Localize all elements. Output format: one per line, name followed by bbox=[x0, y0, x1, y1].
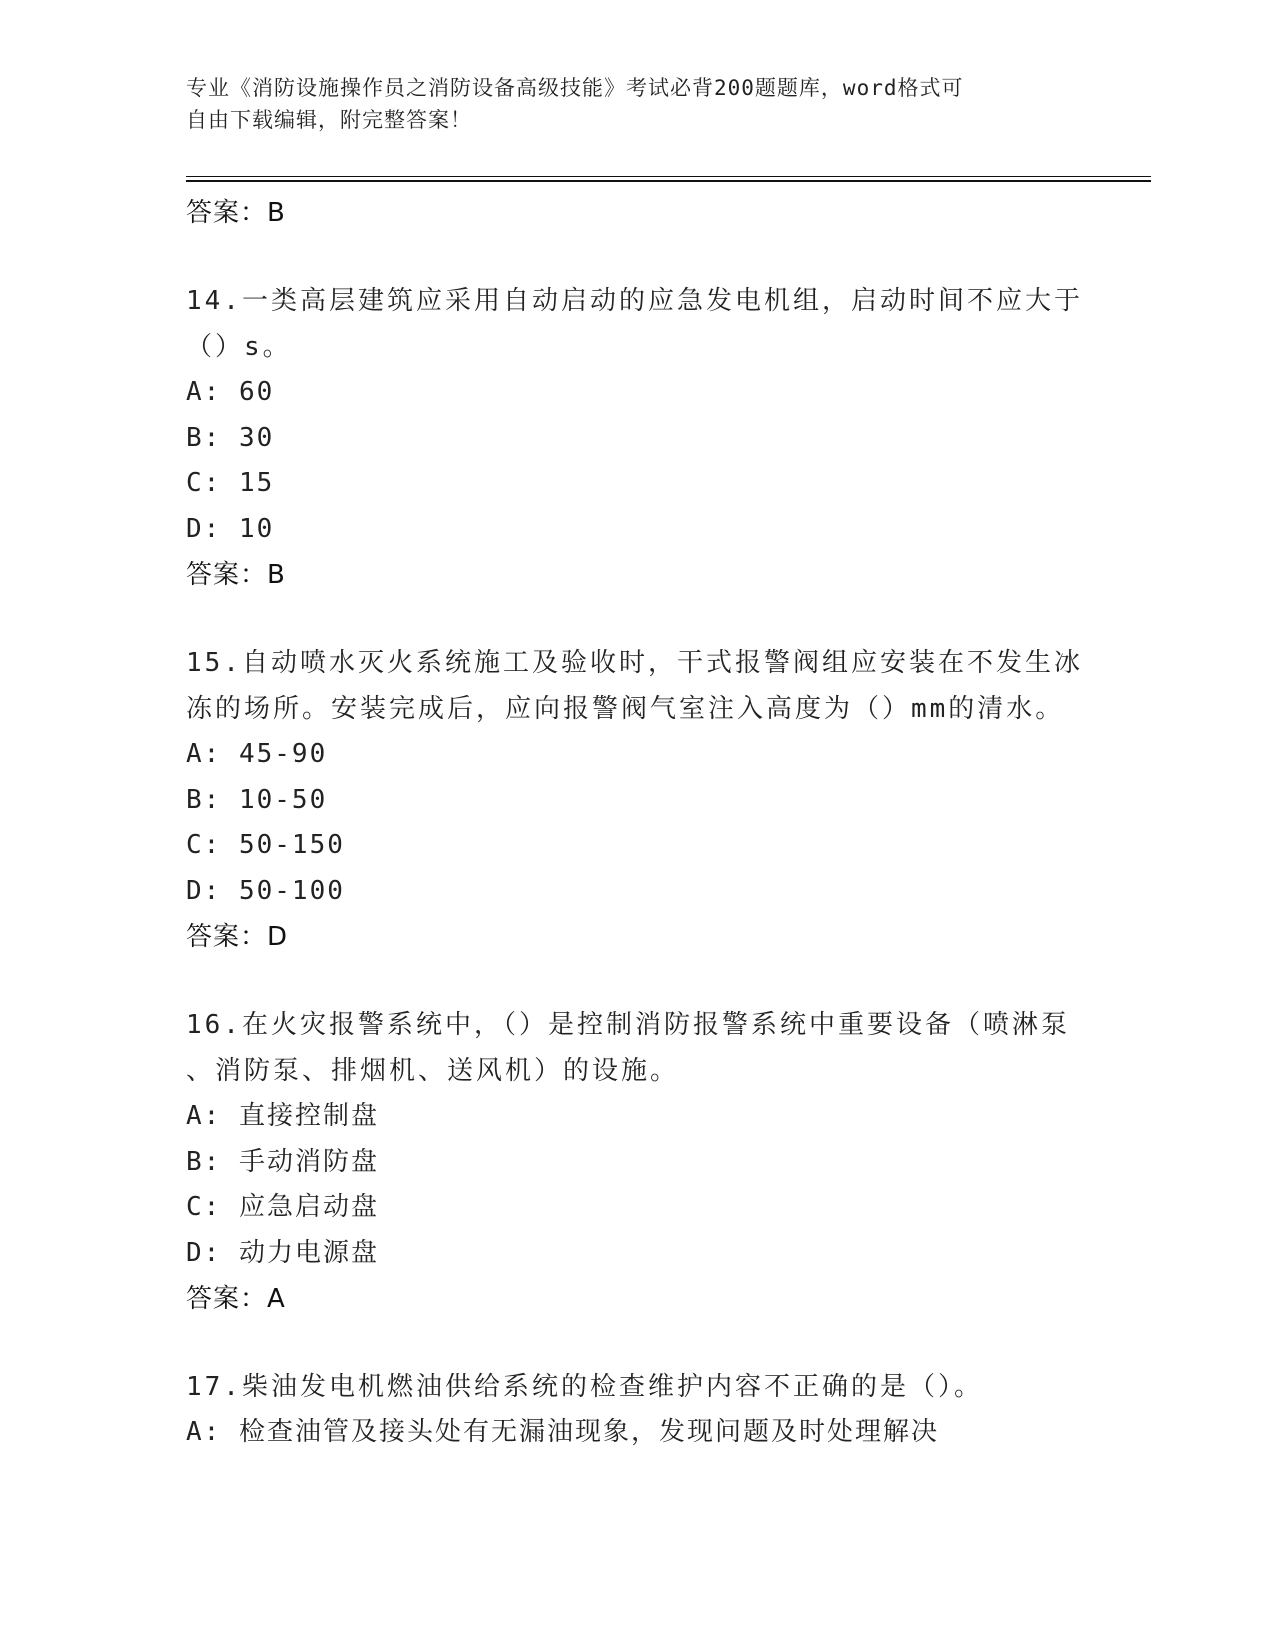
option-d: D: 动力电源盘 bbox=[186, 1237, 379, 1268]
question-text-line: （）s。 bbox=[186, 332, 292, 362]
option-d: D: 50-100 bbox=[186, 875, 345, 906]
question-text-line: 冻的场所。安装完成后，应向报警阀气室注入高度为（）mm的清水。 bbox=[186, 694, 1065, 724]
question-16 bbox=[186, 1002, 1086, 1322]
question-list bbox=[186, 190, 1086, 1456]
question-15 bbox=[186, 640, 1086, 960]
option-c: C: 15 bbox=[186, 468, 275, 498]
previous-answer: 答案：B bbox=[186, 198, 286, 228]
header-divider-thick bbox=[186, 180, 1151, 182]
header-line-2: 自由下载编辑，附完整答案！ bbox=[186, 108, 472, 132]
question-text-line: 、消防泵、排烟机、送风机）的设施。 bbox=[186, 1056, 680, 1086]
answer: 答案：A bbox=[186, 1284, 286, 1314]
option-b: B: 手动消防盘 bbox=[186, 1146, 379, 1177]
option-b: B: 10-50 bbox=[186, 784, 328, 815]
question-17 bbox=[186, 1364, 1086, 1456]
question-text-line: 17.柴油发电机燃油供给系统的检查维护内容不正确的是（）。 bbox=[186, 1372, 983, 1402]
question-text-line: 16.在火灾报警系统中，（）是控制消防报警系统中重要设备（喷淋泵 bbox=[186, 1010, 1070, 1040]
header-divider-thin bbox=[186, 176, 1151, 177]
option-a: A: 直接控制盘 bbox=[186, 1101, 379, 1131]
option-d: D: 10 bbox=[186, 513, 275, 544]
answer: 答案：B bbox=[186, 560, 286, 590]
option-c: C: 应急启动盘 bbox=[186, 1192, 379, 1222]
option-a: A: 60 bbox=[186, 377, 275, 407]
option-c: C: 50-150 bbox=[186, 830, 345, 860]
question-14 bbox=[186, 278, 1086, 598]
option-b: B: 30 bbox=[186, 422, 275, 453]
question-text-line: 14.一类高层建筑应采用自动启动的应急发电机组，启动时间不应大于 bbox=[186, 286, 1083, 316]
document-header bbox=[186, 72, 1086, 136]
answer: 答案：D bbox=[186, 922, 289, 952]
option-a: A: 45-90 bbox=[186, 739, 328, 769]
option-a: A: 检查油管及接头处有无漏油现象，发现问题及时处理解决 bbox=[186, 1417, 939, 1447]
header-line-1: 专业《消防设施操作员之消防设备高级技能》考试必背200题题库，word格式可 bbox=[186, 76, 964, 100]
question-text-line: 15.自动喷水灭火系统施工及验收时，干式报警阀组应安装在不发生冰 bbox=[186, 648, 1083, 678]
